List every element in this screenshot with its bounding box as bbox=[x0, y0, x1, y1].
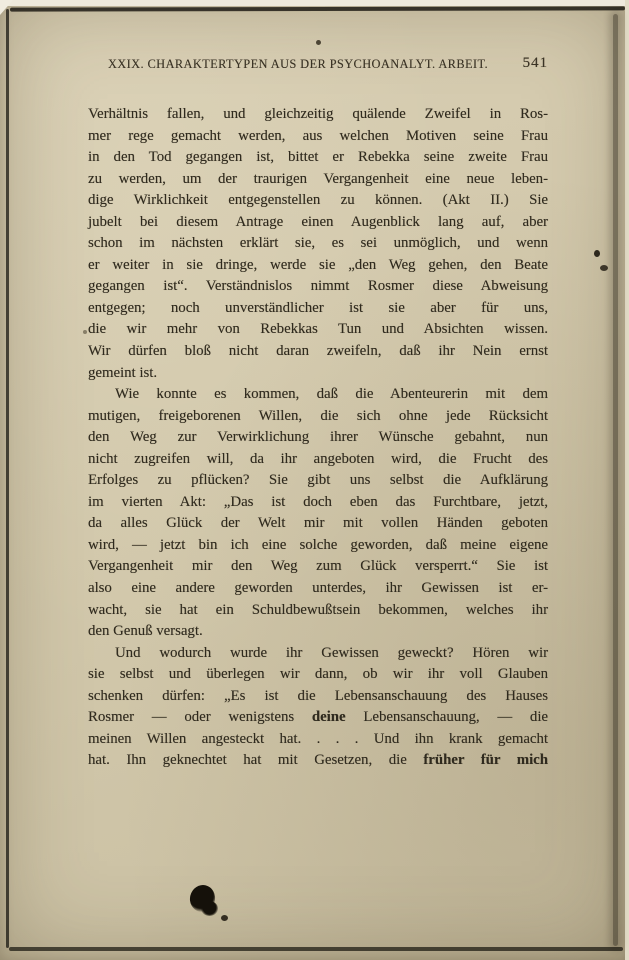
text-line: gemeint ist. bbox=[88, 364, 158, 381]
text-line: Rosmer — oder wenigstens deine Lebensanschauung, — die bbox=[88, 709, 548, 726]
text-line: wird, — jetzt bin ich eine solche geworden, daß meine eigene bbox=[88, 536, 548, 553]
text-line: entgegen; noch unverständlicher ist sie aber für uns, bbox=[88, 299, 548, 316]
text-line: Wir dürfen bloß nicht daran zweifeln, daß ihr Nein ernst bbox=[88, 343, 548, 360]
scan-margin-right bbox=[625, 0, 629, 960]
emphasized-text: früher für mich bbox=[423, 752, 548, 769]
text-line: mer rege gemacht werden, aus welchen Motiven seine Frau bbox=[88, 127, 548, 144]
ink-speck bbox=[221, 915, 228, 921]
running-head: XXIX. CHARAKTERTYPEN AUS DER PSYCHOANALYT. ARBEIT. bbox=[107, 57, 489, 71]
text-block bbox=[88, 104, 548, 772]
paragraph bbox=[88, 384, 548, 643]
ink-stain bbox=[201, 901, 218, 916]
text-line: sie selbst und überlegen wir dann, ob wir ihr voll Glauben bbox=[88, 666, 548, 683]
text-line: den Weg zur Verwirklichung ihrer Wünsche gebahnt, nun bbox=[88, 429, 548, 446]
text-line: zu werden, um der traurigen Vergangenheit eine neue leben- bbox=[88, 170, 548, 187]
text-line: gegangen ist“. Verständnislos nimmt Rosmer diese Abweisung bbox=[88, 278, 548, 295]
text-line: meinen Willen angesteckt hat. . . . Und ihn krank gemacht bbox=[88, 730, 548, 747]
text-line: die wir mehr von Rebekkas Tun und Absichten wissen. bbox=[88, 321, 548, 338]
text-line: Wie konnte es kommen, daß die Abenteurerin mit dem bbox=[115, 386, 548, 403]
scan-margin-top bbox=[0, 0, 629, 6]
paragraph bbox=[88, 104, 548, 384]
text-line: Verhältnis fallen, und gleichzeitig quälende Zweifel in Ros- bbox=[88, 106, 548, 122]
text-line: nicht zugreifen will, da ihr angeboten wird, die Frucht des bbox=[88, 450, 548, 467]
scan-edge-top bbox=[10, 6, 625, 11]
ink-speck bbox=[83, 330, 87, 334]
text-line: Vergangenheit mir den Weg zum Glück versperrt.“ Sie ist bbox=[88, 558, 548, 575]
text-line: den Genuß versagt. bbox=[88, 623, 203, 640]
text-line: hat. Ihn geknechtet hat mit Gesetzen, die früher für mich bbox=[88, 752, 548, 769]
text-line: also eine andere geworden unterdes, ihr Gewissen ist er- bbox=[88, 580, 548, 597]
text-line: jubelt bei diesem Antrage einen Augenblick lang auf, aber bbox=[88, 213, 548, 230]
text-line: im vierten Akt: „Das ist doch eben das Furchtbare, jetzt, bbox=[88, 493, 548, 510]
page-header bbox=[88, 57, 548, 75]
text-line: mutigen, freigeborenen Willen, die sich ohne jede Rücksicht bbox=[88, 407, 548, 424]
scan-edge-bottom bbox=[9, 947, 623, 951]
text-line: schenken dürfen: „Es ist die Lebensanschauung des Hauses bbox=[88, 687, 548, 704]
ink-speck bbox=[600, 265, 608, 271]
page-number: 541 bbox=[522, 55, 548, 71]
emphasized-text: deine bbox=[311, 709, 346, 726]
text-line: er weiter in sie dringe, werde sie „den Weg gehen, den Beate bbox=[88, 256, 548, 273]
text-line: Erfolges zu pflücken? Sie gibt uns selbst die Aufklärung bbox=[88, 472, 548, 489]
text-line: da alles Glück der Welt mir mit vollen Händen geboten bbox=[88, 515, 548, 532]
text-line: wacht, sie hat ein Schuldbewußtsein bekommen, welches ihr bbox=[88, 601, 548, 618]
scan-edge-left bbox=[6, 9, 9, 948]
ink-speck bbox=[316, 40, 321, 45]
text-line: schon im nächsten erklärt sie, es sei unmöglich, und wenn bbox=[88, 235, 548, 252]
text-line: Und wodurch wurde ihr Gewissen geweckt? Hören wir bbox=[115, 644, 548, 661]
text-line: in den Tod gegangen ist, bittet er Rebekka seine zweite Frau bbox=[88, 149, 548, 166]
ink-speck bbox=[594, 250, 600, 257]
scan-edge-right bbox=[613, 14, 618, 946]
paragraph bbox=[88, 643, 548, 772]
text-line: dige Wirklichkeit entgegenstellen zu können. (Akt II.) Sie bbox=[88, 192, 548, 209]
